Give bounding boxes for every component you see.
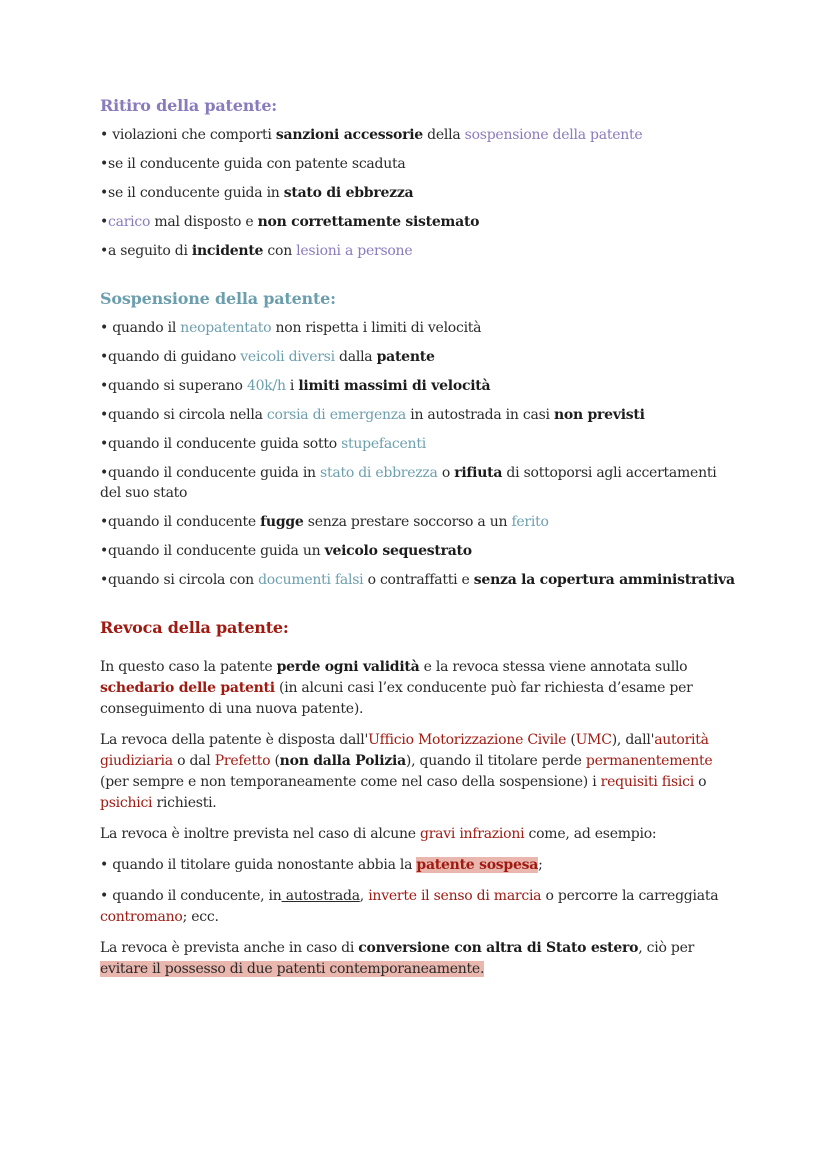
list-item: •se il conducente guida con patente scaduta — [100, 156, 406, 172]
heading-revoca: Revoca della patente: — [100, 618, 289, 637]
heading-ritiro: Ritiro della patente: — [100, 96, 278, 115]
list-item: •quando si circola con documenti falsi o contraffatti e senza la copertura amministrativa — [100, 572, 735, 588]
paragraph: La revoca è prevista anche in caso di conversione con altra di Stato estero, ciò per evitare il possesso di due patenti contemporaneamente. — [100, 940, 695, 977]
list-item: •quando di guidano veicoli diversi dalla patente — [100, 349, 435, 365]
paragraph: La revoca della patente è disposta dall'Ufficio Motorizzazione Civile (UMC), dall'autorità giudiziaria o dal Prefetto (non dalla Polizia), quando il titolare perde permanentemente (per sempre e non temporaneamente come nel caso della sospensione) i requisiti fisici o psichici richiesti. — [100, 732, 713, 811]
list-item: •quando il conducente fugge senza prestare soccorso a un ferito — [100, 514, 549, 530]
list-item: •se il conducente guida in stato di ebbrezza — [100, 185, 414, 201]
section-ritiro — [100, 96, 740, 261]
list-item: •quando si circola nella corsia di emergenza in autostrada in casi non previsti — [100, 407, 645, 423]
section-sospensione — [100, 289, 740, 590]
document-page — [100, 96, 740, 990]
section-revoca — [100, 618, 740, 980]
list-item: •quando si superano 40k/h i limiti massimi di velocità — [100, 378, 491, 394]
list-item: • quando il conducente, in autostrada, inverte il senso di marcia o percorre la carreggiata contromano; ecc. — [100, 888, 719, 925]
paragraph: La revoca è inoltre prevista nel caso di alcune gravi infrazioni come, ad esempio: — [100, 826, 657, 842]
list-item: •quando il conducente guida un veicolo sequestrato — [100, 543, 472, 559]
list-item: •quando il conducente guida in stato di ebbrezza o rifiuta di sottoporsi agli accertamenti del suo stato — [100, 465, 717, 501]
list-item: • quando il titolare guida nonostante abbia la patente sospesa; — [100, 857, 543, 873]
list-item: •carico mal disposto e non correttamente sistemato — [100, 214, 480, 230]
list-item: •quando il conducente guida sotto stupefacenti — [100, 436, 426, 452]
heading-sospensione: Sospensione della patente: — [100, 289, 336, 308]
list-item: • violazioni che comporti sanzioni accessorie della sospensione della patente — [100, 127, 643, 143]
list-item: • quando il neopatentato non rispetta i limiti di velocità — [100, 320, 482, 336]
paragraph: In questo caso la patente perde ogni validità e la revoca stessa viene annotata sullo schedario delle patenti (in alcuni casi l’ex conducente può far richiesta d’esame per conseguimento di una nuova patente). — [100, 659, 693, 717]
list-item: •a seguito di incidente con lesioni a persone — [100, 243, 413, 259]
